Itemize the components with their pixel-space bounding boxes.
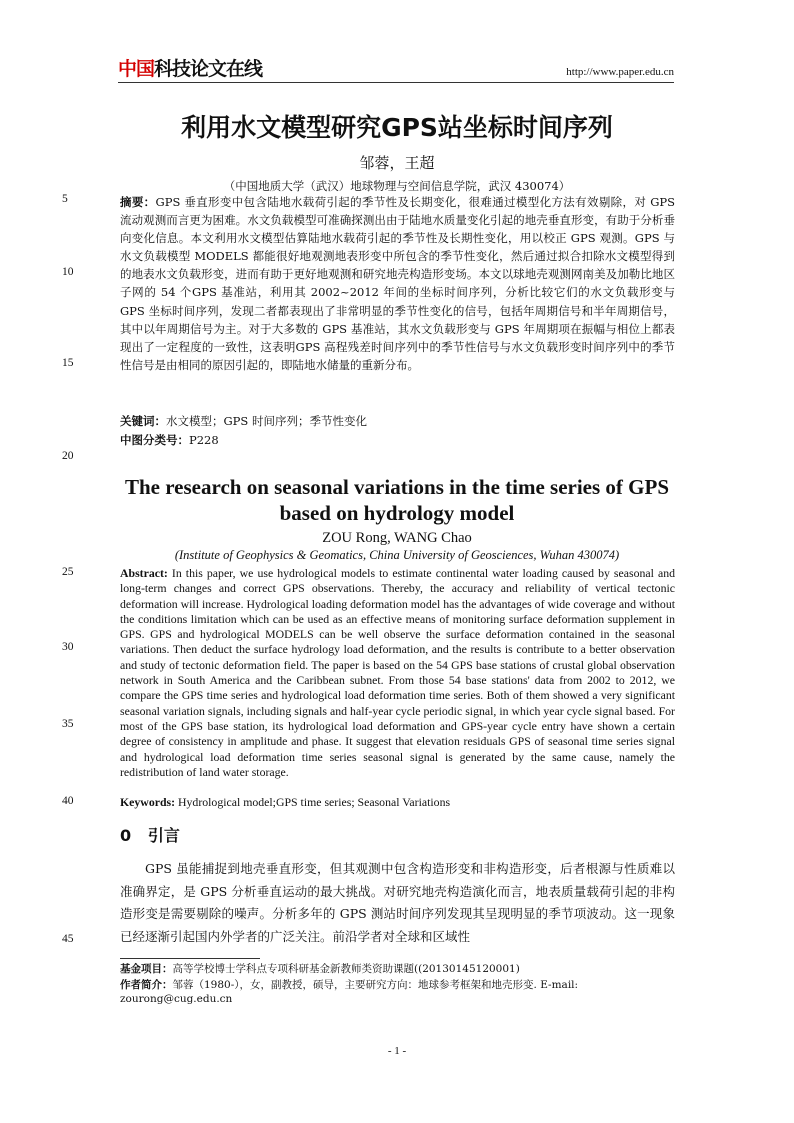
abstract-label-chinese: 摘要：: [120, 195, 156, 209]
fund-text: 高等学校博士学科点专项科研基金新教师类资助课题((20130145120001): [172, 963, 520, 975]
page-header: [118, 58, 674, 83]
section-number: 0: [120, 826, 132, 845]
section-title: 引言: [147, 826, 180, 845]
abstract-chinese: [120, 193, 675, 374]
footnote-fund: [120, 962, 675, 976]
abstract-text-english: In this paper, we use hydrological models to estimate continental water loading caused by seasonal and long-term changes and correct GPS observations. Thereby, the accuracy and reliability of vertical tectonic deformation will increase. Hydrological loading deformation model has the advantages of wide coverage and without the conditions limitation which can be used as an effective means of monitoring surface deformation supplement in GPS. GPS and hydrological MODELS can be well observe the surface deformation contained in the seasonal variations. Then deduct the surface hydrology load deformation, and the results is contribute to a better observation and study of tectonic deformation field. The paper is based on the 54 GPS base stations of crustal global observation network in South America and the Caribbean subnet. From those 54 base stations' data from 2002 to 2012, we compare the GPS time series and hydrological load deformation time series. Both of them showed a very significant seasonal variation signals, including signals and half-year cycle periodic signal, in which year cycle signal based. For most of the GPS base station, its hydrological load deformation and GPS-year cycle entry have shown a certain degree of consistency in amplitude and phase. It suggest that elevation residuals GPS of seasonal time series signal and hydrological load deformation time series seasonal signal is generated by the same cause, namely the redistribution of land water storage.: [120, 566, 675, 779]
classification-chinese: [120, 431, 675, 449]
keywords-text-chinese: 水文模型；GPS 时间序列；季节性变化: [166, 414, 367, 428]
line-number: 35: [62, 718, 74, 730]
affiliation-chinese: （中国地质大学（武汉）地球物理与空间信息学院，武汉 430074）: [223, 179, 571, 193]
abstract-label-english: Abstract:: [120, 566, 168, 580]
line-number: 45: [62, 933, 74, 945]
authors-english: ZOU Rong, WANG Chao: [322, 530, 472, 546]
section-heading: [120, 823, 180, 846]
classification-label: 中图分类号：: [120, 433, 189, 447]
keywords-label-english: Keywords:: [120, 795, 176, 809]
logo-black-text: 科技论文在线: [154, 58, 263, 80]
footnote-author: [120, 978, 675, 1006]
line-number: 5: [62, 193, 68, 205]
journal-logo: [118, 58, 262, 80]
title-chinese: 利用水文模型研究GPS站坐标时间序列: [181, 113, 613, 142]
affiliation-english: (Institute of Geophysics & Geomatics, China University of Geosciences, Wuhan 430074): [174, 548, 620, 562]
line-number: 15: [62, 357, 74, 369]
line-number: 40: [62, 795, 74, 807]
header-url[interactable]: http://www.paper.edu.cn: [566, 66, 674, 78]
author-info-label: 作者简介：: [120, 979, 173, 991]
abstract-text-chinese: GPS 垂直形变中包含陆地水载荷引起的季节性及长期变化，很难通过模型化方法有效剔除，对 GPS 流动观测而言更为困难。水文负载模型可准确探测出由于陆地水质量变化引起的地壳垂直形变，有助于分析垂向变化信息。本文利用水文模型估算陆地水载荷引起的季节性及长期性变化，用以校正 GPS 观测。GPS 与水文负载模型 MODELS 都能很好地观测地表形变中所包含的季节性变化，然后通过拟合扣除水文模型得到的地表水文负载形变，进而有助于更好地观测和研究地壳构造形变场。本文以球地壳观测网南美及加勒比地区子网的 54 个GPS 基准站，利用其 2002~2012 年间的坐标时间序列，分析比较它们的水文负载形变与 GPS 坐标时间序列，发现二者都表现出了非常明显的季节性变化的信号，包括年周期信号和半年周期信号，其中以年周期信号为主。对于大多数的 GPS 基准站，其水文负载形变与 GPS 年周期项在振幅与相位上都表现出了一定程度的一致性，这表明GPS 高程残差时间序列中的季节性信号与水文负载形变时间序列中的季节性信号是由相同的原因引起的，即陆地水储量的重新分布。: [120, 195, 675, 372]
logo-red-text: 中国: [118, 58, 155, 80]
title-english: The research on seasonal variations in the time series of GPS based on hydrology model: [124, 475, 670, 525]
intro-paragraph: GPS 虽能捕捉到地壳垂直形变，但其观测中包含构造形变和非构造形变，后者根源与性质难以准确界定，是 GPS 分析垂直运动的最大挑战。对研究地壳构造演化而言，地表质量载荷引起的非构造形变是需要剔除的噪声。分析多年的 GPS 测站时间序列发现其呈现明显的季节项波动。这一现象已经逐渐引起国内外学者的广泛关注。前沿学者对全球和区域性: [120, 861, 675, 944]
line-number: 30: [62, 641, 74, 653]
fund-label: 基金项目：: [120, 963, 173, 975]
page-number: - 1 -: [387, 1045, 407, 1057]
line-number: 10: [62, 266, 74, 278]
classification-value: P228: [189, 433, 219, 447]
line-number: 25: [62, 566, 74, 578]
keywords-text-english: Hydrological model;GPS time series; Seasonal Variations: [178, 795, 451, 809]
authors-chinese: 邹蓉，王超: [359, 154, 435, 172]
abstract-english: [120, 566, 675, 780]
author-info-text: 邹蓉（1980-），女，副教授，硕导，主要研究方向：地球参考框架和地壳形变. E-mail: zourong@cug.edu.cn: [120, 979, 579, 1005]
footnote-divider: [120, 958, 260, 959]
line-number: 20: [62, 450, 74, 462]
keywords-english: [120, 795, 450, 810]
keywords-chinese: [120, 412, 675, 430]
keywords-label-chinese: 关键词：: [120, 414, 166, 428]
